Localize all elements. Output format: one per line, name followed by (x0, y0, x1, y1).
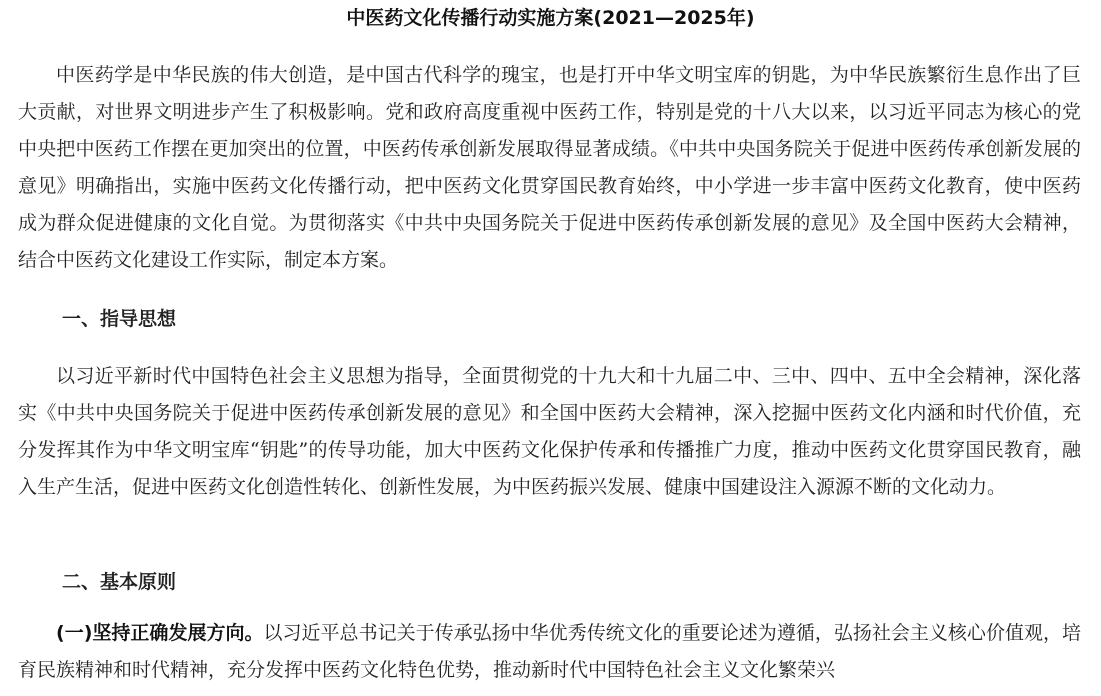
principle-1-lead: (一)坚持正确发展方向。 (56, 622, 264, 644)
document-title: 中医药文化传播行动实施方案(2021—2025年) (346, 7, 755, 29)
section-heading-guiding-ideology: 一、指导思想 (62, 308, 177, 330)
principle-1-body: 以习近平总书记关于传承弘扬中华优秀传统文化的重要论述为遵循，弘扬社会主义核心价值观，培育民族精神和时代精神，充分发挥中医药文化特色优势，推动新时代中国特色社会主义文化繁荣兴 (18, 622, 1081, 681)
intro-paragraph: 中医药学是中华民族的伟大创造，是中国古代科学的瑰宝，也是打开中华文明宝库的钥匙，为中华民族繁衍生息作出了巨大贡献，对世界文明进步产生了积极影响。党和政府高度重视中医药工作，特别是党的十八大以来，以习近平同志为核心的党中央把中医药工作摆在更加突出的位置，中医药传承创新发展取得显著成绩。《中共中央国务院关于促进中医药传承创新发展的意见》明确指出，实施中医药文化传播行动，把中医药文化贯穿国民教育始终，中小学进一步丰富中医药文化教育，使中医药成为群众促进健康的文化自觉。为贯彻落实《中共中央国务院关于促进中医药传承创新发展的意见》及全国中医药大会精神，结合中医药文化建设工作实际，制定本方案。 (18, 64, 1081, 271)
guiding-ideology-paragraph: 以习近平新时代中国特色社会主义思想为指导，全面贯彻党的十九大和十九届二中、三中、四中、五中全会精神，深化落实《中共中央国务院关于促进中医药传承创新发展的意见》和全国中医药大会精神，深入挖掘中医药文化内涵和时代价值，充分发挥其作为中华文明宝库“钥匙”的传导功能，加大中医药文化保护传承和传播推广力度，推动中医药文化贯穿国民教育，融入生产生活，促进中医药文化创造性转化、创新性发展，为中医药振兴发展、健康中国建设注入源源不断的文化动力。 (18, 365, 1081, 498)
principle-1-paragraph (18, 615, 1081, 689)
section-heading-basic-principles: 二、基本原则 (62, 571, 177, 593)
